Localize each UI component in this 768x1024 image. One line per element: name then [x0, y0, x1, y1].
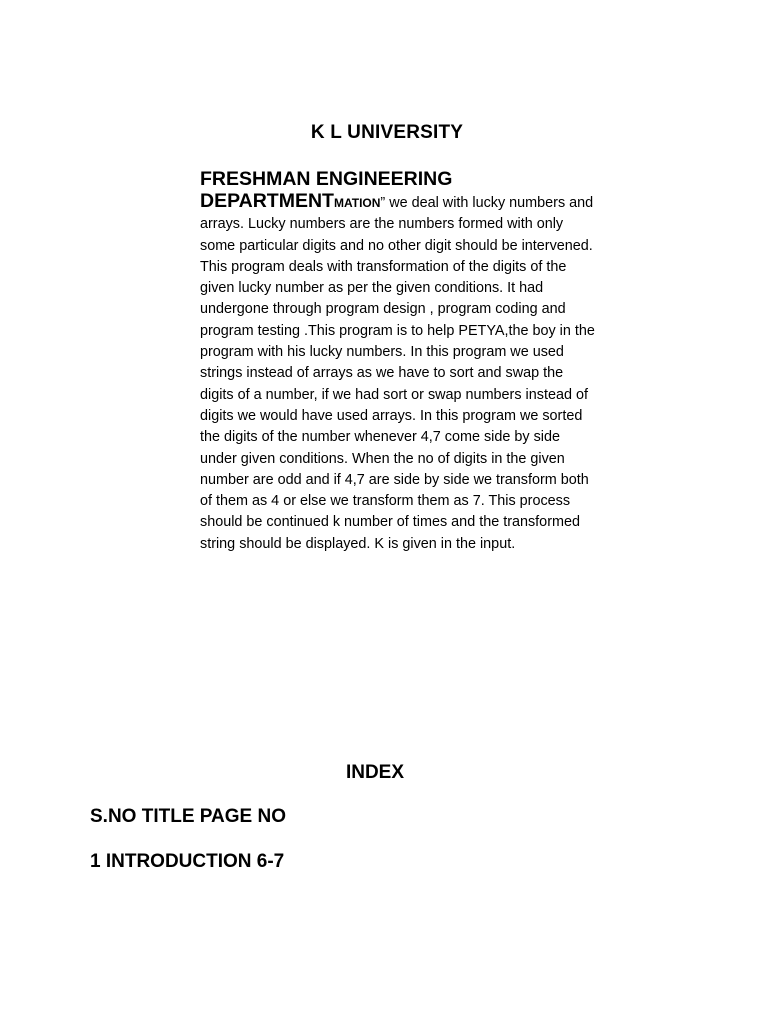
index-title: INDEX	[345, 762, 405, 783]
intro-paragraph	[200, 191, 600, 555]
index-header-row: S.NO TITLE PAGE NO	[90, 806, 286, 827]
university-title: K L UNIVERSITY	[310, 122, 464, 143]
department-block	[200, 167, 600, 555]
paragraph-text: ” we deal with lucky numbers and arrays. Lucky numbers are the numbers formed with only some particular digits and no other digit should be intervened. This program deals with transformation of the digits of the given lucky number as per the given conditions. It had undergone through program design , program coding and program testing .This program is to help PETYA,the boy in the program with his lucky numbers. In this program we used strings instead of arrays as we have to sort and swap the digits of a number, if we had sort or swap numbers instead of digits we would have used arrays. In this program we sorted the digits of the number whenever 4,7 come side by side under given conditions. When the no of digits in the given number are odd and if 4,7 are side by side we transform both of them as 4 or else we transform them as 7. This process should be continued k number of times and the transformed string should be displayed. K is given in the input.	[200, 195, 595, 552]
index-row: 1 INTRODUCTION 6-7	[90, 851, 285, 872]
department-heading-line1: FRESHMAN ENGINEERING	[200, 168, 453, 190]
department-heading-line2: DEPARTMENT	[200, 190, 334, 212]
overlapping-fragment: MATION	[333, 196, 381, 210]
